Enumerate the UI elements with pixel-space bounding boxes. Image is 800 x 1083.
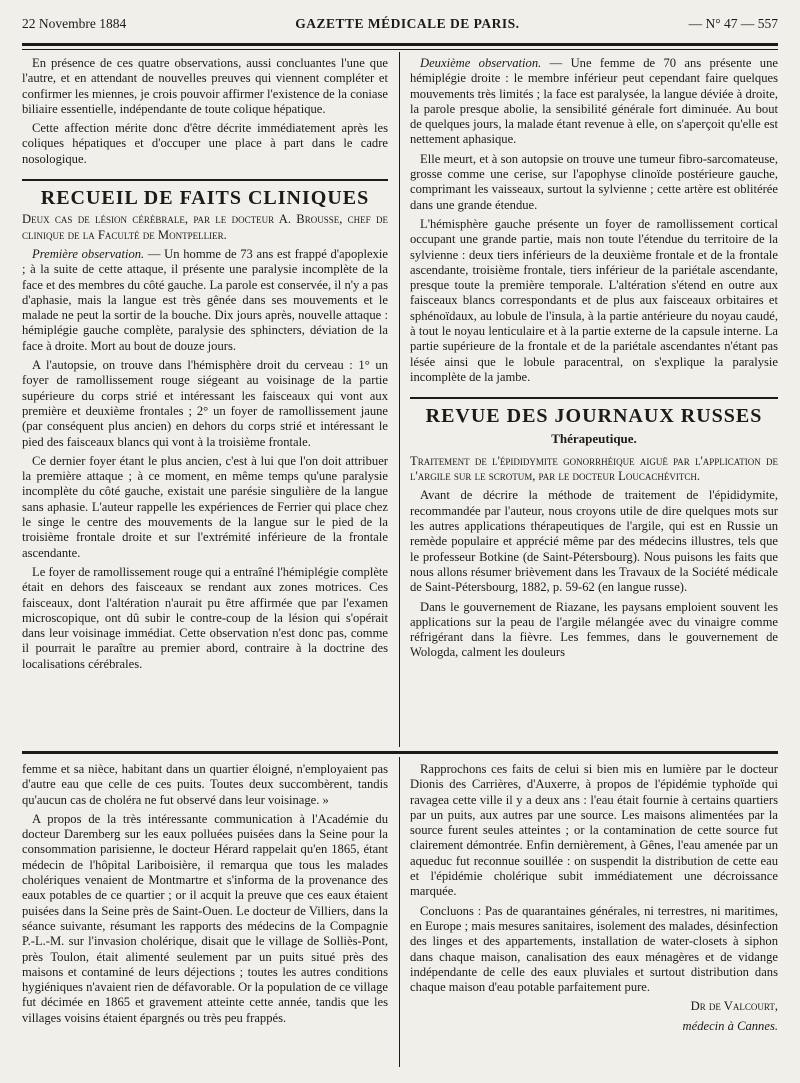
- section-rule-russes: [410, 397, 778, 399]
- first-observation-text: — Un homme de 73 ans est frappé d'apoplexie ; à la suite de cette attaque, il présente une paralysie incomplète de la face et des membres du côté gauche. La parole est conservée, il n'y a pas d'aphasie, mais la langue est très gênée dans ses mouvements et le malade ne peut la sortir de la bouche. Dix jours après, nouvelle attaque : hémiplégie gauche complète, paralysie des sphincters, déviation de la face à droite. Mort au bout de douze jours.: [22, 246, 388, 353]
- top-right-column: [410, 56, 778, 748]
- signature-name: Dr de Valcourt,: [690, 999, 778, 1014]
- subsection-therapeutique: Thérapeutique.: [551, 430, 637, 446]
- column-divider-top: [399, 52, 400, 747]
- second-observation-label: Deuxième observation.: [420, 56, 542, 70]
- article-byline-brousse: Deux cas de lésion cérébrale, par le docteur A. Brousse, chef de clinique de la Faculté de Montpellier.: [22, 212, 388, 242]
- header-title: GAZETTE MÉDICALE DE PARIS.: [295, 16, 520, 31]
- paragraph-femme-niece: femme et sa nièce, habitant dans un quartier éloigné, n'employaient pas d'autre eau que celle de ces puits. Toutes deux succombèrent, tandis qu'aucun cas de choléra ne fut observé dans leur voisinage. »: [22, 762, 388, 807]
- first-observation-label: Première observation.: [32, 246, 145, 261]
- signature-role: médecin à Cannes.: [682, 1018, 778, 1033]
- header-rule: [22, 43, 778, 46]
- page-header: [22, 16, 778, 38]
- article-byline-loucachevitch: Traitement de l'épididymite gonorrhéique aiguë par l'application de l'argile sur le scrotum, par le docteur Loucachévitch.: [410, 453, 778, 484]
- header-date: 22 Novembre 1884: [22, 16, 127, 31]
- paragraph-second-observation: [410, 56, 778, 148]
- paragraph-avant: Avant de décrire la méthode de traitement de l'épididymite, recommandée par l'auteur, nous croyons utile de dire quelques mots sur les autres applications thérapeutiques de l'argile, qui est en Russie un remède populaire et apprécié même par des médecins illustres, tels que le professeur Botkine (de Saint-Pétersbourg). Nous puisons les faits que nous allons résumer brièvement dans les Travaux de la Société médicale de Saint-Pétersbourg, 1882, p. 59-62 (en langue russe).: [410, 488, 778, 595]
- section-title-russes: REVUE DES JOURNAUX RUSSES: [425, 405, 763, 428]
- paragraph-riazane: Dans le gouvernement de Riazane, les paysans emploient souvent les applications sur la peau de l'argile mélangée avec du vinaigre comme réfrigérant dans la fièvre. Les femmes, dans le gouvernement de Wologda, calment les douleurs: [410, 599, 778, 660]
- paragraph-observations: En présence de ces quatre observations, aussi concluantes l'une que l'autre, et en attendant de nouvelles preuves qui viennent compléter et confirmer les miennes, je crois pouvoir affirmer l'existence de la coniase biliaire essentielle, indépendante de toute colique hépatique.: [22, 56, 388, 116]
- mid-rule: [22, 751, 778, 754]
- paragraph-concluons: Concluons : Pas de quarantaines générales, ni terrestres, ni maritimes, en Europe ; mais mesures sanitaires, isolement des malades, désinfection des linges et des appartements, installation de water-closets à siphon dans chaque maison, canalisation des eaux ménagères et de vidange indépendante de celle des eaux pluviales et surtout distribution dans chaque maison d'eau potable parfaitement pure.: [410, 903, 778, 995]
- header-rule-thin: [22, 49, 778, 50]
- paragraph-affection: Cette affection mérite donc d'être décrite immédiatement après les coliques hépatiques et d'occuper une place à part dans le cadre nosologique.: [22, 121, 388, 166]
- second-observation-text: — Une femme de 70 ans présente une hémiplégie droite : le membre inférieur peut cependant faire quelques mouvements très limités ; la face est paralysée, la langue déviée à droite, la parole presque abolie, la sensibilité générale fort diminuée. Au bout de quelques jours, la malade étant revenue à elle, on s'aperçoit qu'elle est nettement aphasique.: [410, 56, 778, 147]
- paragraph-foyer-rouge: Le foyer de ramollissement rouge qui a entraîné l'hémiplégie complète était en dehors des faisceaux se rendant aux zones motrices. Ces faisceaux, dont l'altération n'aurait pu être affirmée que par l'examen microscopique, ont dû subir le contre-coup de la lésion qui s'opérait dans leur voisinage immédiat. Cette observation n'est donc pas, comme il pourrait le paraître au premier abord, contraire à la doctrine des localisations cérébrales.: [22, 564, 388, 671]
- header-issue: — N° 47 — 557: [688, 16, 778, 31]
- paragraph-rapprochons: Rapprochons ces faits de celui si bien mis en lumière par le docteur Dionis des Carrières, d'Auxerre, à propos de l'épidémie typhoïde qui ravagea cette ville il y a deux ans : l'eau était fournie à certains quartiers par un puits, aux autres par une source. Les maisons alimentées par la source furent seules atteintes ; or la contamination de cette source fut clairement démontrée. Enfin dernièrement, à Gênes, l'eau amenée par un aqueduc fut reconnue souillée : on suspendit la distribution de cette eau et l'épidémie cholérique subit immédiatement une décroissance marquée.: [410, 762, 778, 899]
- paragraph-a-propos: A propos de la très intéressante communication à l'Académie du docteur Daremberg sur les eaux polluées puisées dans la Seine pour la consommation parisienne, le docteur Hérard rappelait qu'en 1865, étant médecin de l'hôpital Lariboisière, il remarqua que tous les malades cholériques venaient de Montmartre et s'informa de la provenance des eaux potables de ce quartier ; or il acquit la preuve que ces eaux étaient puisées dans la Seine près de Saint-Ouen. Le docteur de Villiers, dans la séance suivante, résumant les rapports des médecins de la Compagnie P.-L.-M. sur l'invasion cholérique, disait que le village de Solliès-Pont, près Toulon, était alimenté seulement par un puits situé près des maisons et contaminé de leurs déjections ; toutes les autres conditions hygiéniques n'avaient rien de défavorable. Or la population de ce village fut décimée en 1865 et gravement atteinte cette année, tandis que les villages voisins étaient épargnés ou très peu frappés.: [22, 811, 388, 1025]
- column-divider-bottom: [399, 757, 400, 1067]
- paragraph-elle-meurt: Elle meurt, et à son autopsie on trouve une tumeur fibro-sarcomateuse, grosse comme une cerise, sur l'apophyse clinoïde postérieure gauche, comprimant les vaisseaux, surtout la sylvienne ; cette artère est oblitérée dans une grande étendue.: [410, 151, 778, 212]
- paragraph-autopsie: A l'autopsie, on trouve dans l'hémisphère droit du cerveau : 1° un foyer de ramollissement rouge siégeant au voisinage de la partie supérieure du corps strié et intéressant les faisceaux qui vont aux première et deuxième frontales ; 2° un foyer de ramollissement jaune (par conséquent plus ancien) en dehors du corps strié et intéressant le pied des faisceaux blancs qui vont à la troisième frontale.: [22, 358, 388, 449]
- paragraph-hemisphere: L'hémisphère gauche présente un foyer de ramollissement cortical occupant une grande partie, mais non toute l'étendue du territoire de la sylvienne : deux tiers inférieurs de la deuxième frontale et de la frontale ascendante, troisième frontale, tiers inférieur de la pariétale ascendante, presque toute la première temporale. L'altération s'étend en outre aux faisceaux blancs correspondants et de plus aux faisceaux orbitaires et sphénoïdaux, au lobule de l'insula, à la partie antérieure du noyau caudé, à tout le noyau lenticulaire et à la partie externe de la capsule interne. La partie supérieure de la frontale et de la pariétale ascendantes n'étant pas lésée ainsi que le lobule paracentral, on s'explique la paralysie incomplète de la jambe.: [410, 216, 778, 384]
- paragraph-dernier-foyer: Ce dernier foyer étant le plus ancien, c'est à lui que l'on doit attribuer la première attaque ; à ce moment, en même temps qu'une paralysie incomplète du côté gauche, existait une parésie singulière de la langue sans aphasie. L'auteur rappelle les expériences de Ferrier qui place chez le singe le centre des mouvements de la langue sur le pied de la troisième frontale droite et sur l'extrémité inférieure de la frontale ascendante.: [22, 453, 388, 560]
- section-rule: [22, 179, 388, 181]
- paragraph-first-observation: [22, 247, 388, 354]
- section-title-recueil: RECUEIL DE FAITS CLINIQUES: [40, 187, 370, 210]
- bottom-right-column: [410, 762, 778, 1068]
- bottom-left-column: [22, 762, 388, 1068]
- top-left-column: [22, 56, 388, 748]
